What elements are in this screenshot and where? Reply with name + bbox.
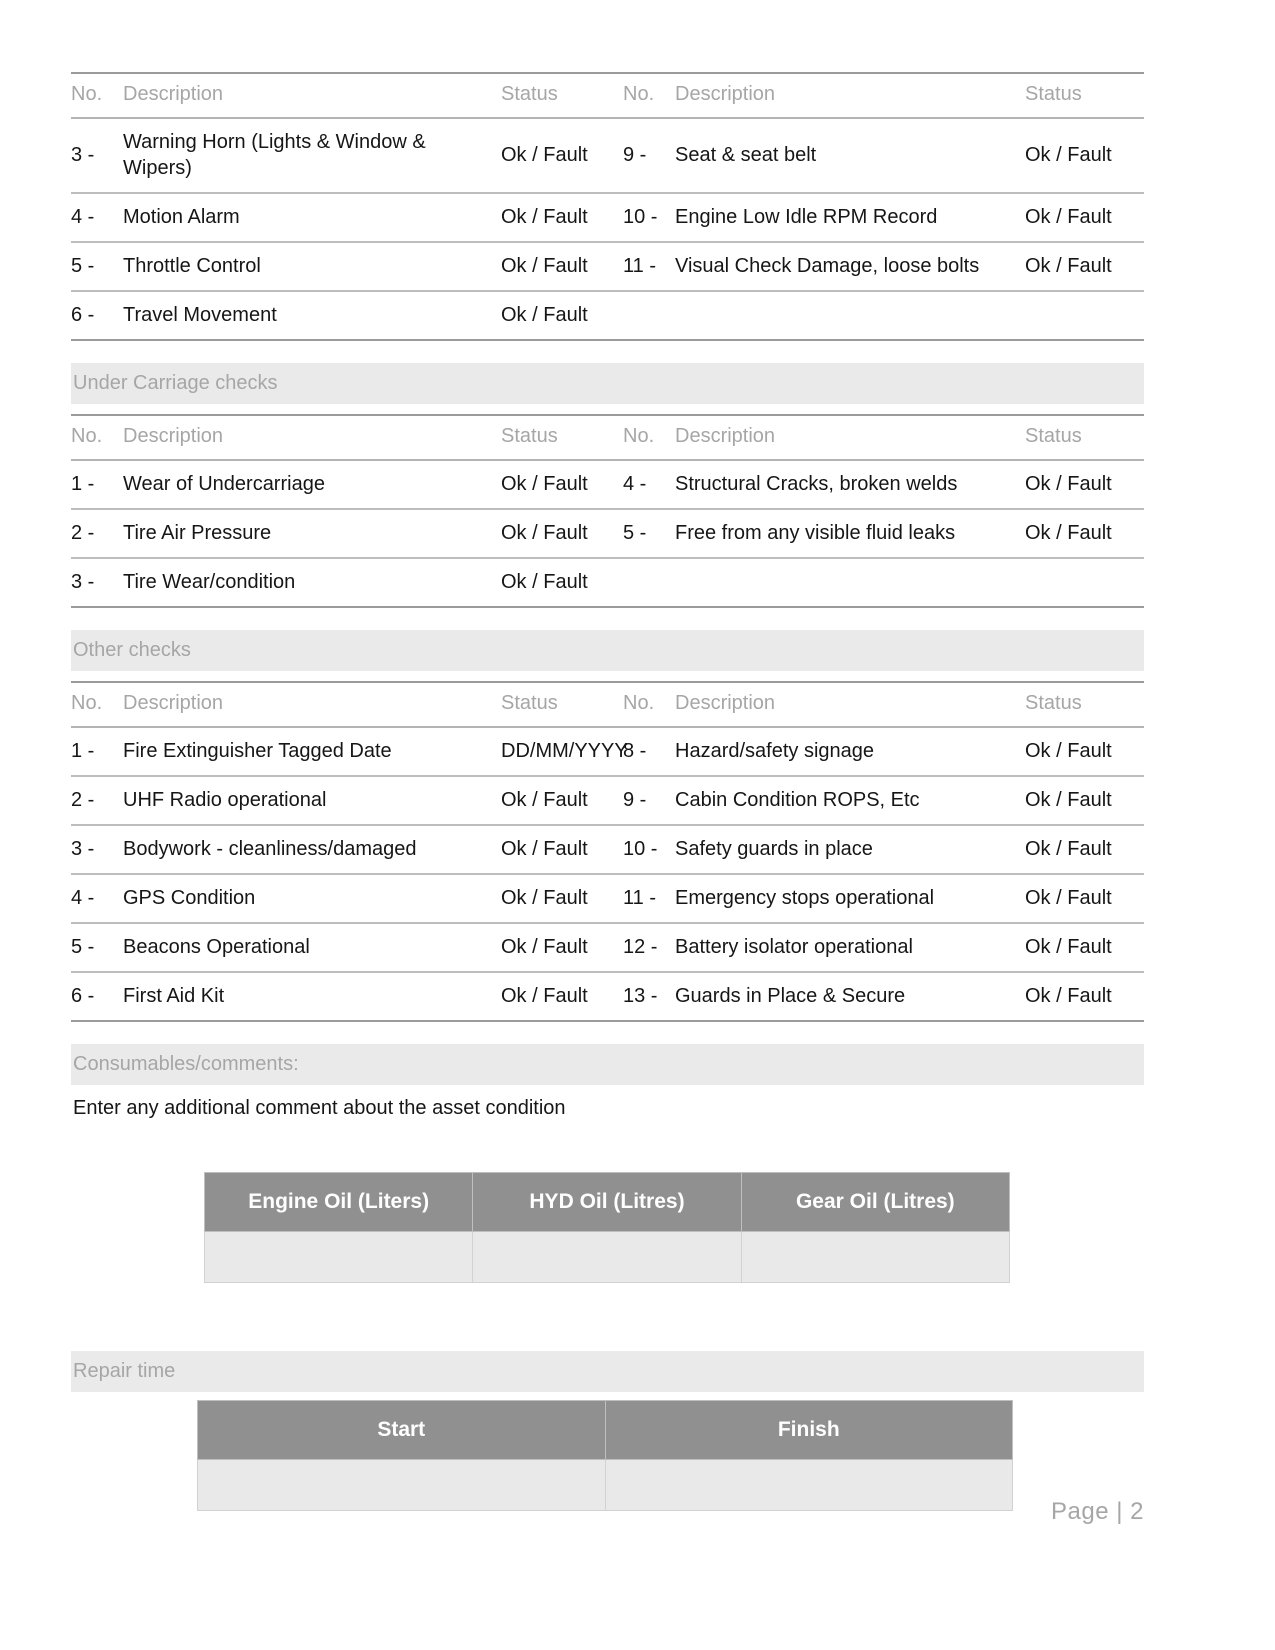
row-status-left[interactable]: Ok / Fault (501, 460, 623, 509)
table-row (71, 118, 1144, 193)
row-no-right: 13 - (623, 972, 675, 1021)
row-desc-left: UHF Radio operational (123, 776, 501, 825)
row-status-right[interactable]: Ok / Fault (1025, 727, 1144, 776)
row-status-right[interactable]: Ok / Fault (1025, 825, 1144, 874)
section-bar-repair-time: Repair time (71, 1351, 1144, 1392)
col-header-no-left: No. (71, 682, 123, 727)
repair-header-finish: Finish (605, 1401, 1013, 1460)
row-desc-right: Seat & seat belt (675, 118, 1025, 193)
row-status-left[interactable]: Ok / Fault (501, 193, 623, 242)
table-row (71, 242, 1144, 291)
col-header-status-left: Status (501, 415, 623, 460)
oil-quantities-table (204, 1172, 1010, 1283)
col-header-desc-right: Description (675, 682, 1025, 727)
row-status-left[interactable]: Ok / Fault (501, 874, 623, 923)
col-header-desc-left: Description (123, 682, 501, 727)
row-no-left: 6 - (71, 291, 123, 340)
row-no-right: 4 - (623, 460, 675, 509)
row-no-right: 9 - (623, 776, 675, 825)
row-desc-right: Cabin Condition ROPS, Etc (675, 776, 1025, 825)
row-desc-right: Visual Check Damage, loose bolts (675, 242, 1025, 291)
row-desc-left: Bodywork - cleanliness/damaged (123, 825, 501, 874)
row-status-left[interactable]: Ok / Fault (501, 972, 623, 1021)
repair-table-wrapper (71, 1400, 1144, 1511)
row-no-left: 3 - (71, 118, 123, 193)
row-no-right (623, 291, 675, 340)
row-desc-right: Engine Low Idle RPM Record (675, 193, 1025, 242)
spacer (71, 404, 1144, 414)
oil-table-header-row (205, 1173, 1010, 1232)
row-desc-left: Wear of Undercarriage (123, 460, 501, 509)
page-footer: Page | 2 (1051, 1498, 1144, 1525)
row-no-left: 4 - (71, 193, 123, 242)
repair-value-start[interactable] (198, 1460, 606, 1511)
row-status-left[interactable]: DD/MM/YYYY (501, 727, 623, 776)
row-status-left[interactable]: Ok / Fault (501, 118, 623, 193)
table-row (71, 825, 1144, 874)
row-desc-right (675, 291, 1025, 340)
row-desc-right: Safety guards in place (675, 825, 1025, 874)
row-status-right[interactable] (1025, 558, 1144, 607)
row-no-right: 10 - (623, 825, 675, 874)
table-row (71, 874, 1144, 923)
row-desc-left: Warning Horn (Lights & Window & Wipers) (123, 118, 501, 193)
row-no-right: 9 - (623, 118, 675, 193)
row-status-right[interactable]: Ok / Fault (1025, 118, 1144, 193)
table-row (71, 291, 1144, 340)
table-row (71, 972, 1144, 1021)
col-header-status-left: Status (501, 682, 623, 727)
row-desc-left: Tire Air Pressure (123, 509, 501, 558)
row-no-right: 12 - (623, 923, 675, 972)
repair-header-start: Start (198, 1401, 606, 1460)
oil-header-hyd: HYD Oil (Litres) (473, 1173, 741, 1232)
table-row (71, 727, 1144, 776)
table-row (71, 509, 1144, 558)
section-bar-under-carriage: Under Carriage checks (71, 363, 1144, 404)
col-header-no-right: No. (623, 73, 675, 118)
row-desc-right: Emergency stops operational (675, 874, 1025, 923)
row-no-right: 5 - (623, 509, 675, 558)
page-content (71, 72, 1144, 1511)
oil-value-engine[interactable] (205, 1232, 473, 1283)
spacer (71, 671, 1144, 681)
col-header-status-right: Status (1025, 682, 1144, 727)
col-header-no-right: No. (623, 682, 675, 727)
row-desc-left: Motion Alarm (123, 193, 501, 242)
checklist-table-other-checks (71, 681, 1144, 1022)
row-status-right[interactable]: Ok / Fault (1025, 923, 1144, 972)
row-desc-left: Throttle Control (123, 242, 501, 291)
row-status-right[interactable] (1025, 291, 1144, 340)
row-desc-right: Battery isolator operational (675, 923, 1025, 972)
table-row (71, 923, 1144, 972)
col-header-no-left: No. (71, 415, 123, 460)
table-row (71, 193, 1144, 242)
row-status-right[interactable]: Ok / Fault (1025, 193, 1144, 242)
table-header-row (71, 73, 1144, 118)
col-header-desc-left: Description (123, 73, 501, 118)
row-no-left: 3 - (71, 825, 123, 874)
row-no-left: 1 - (71, 460, 123, 509)
col-header-desc-left: Description (123, 415, 501, 460)
row-status-left[interactable]: Ok / Fault (501, 825, 623, 874)
table-row (71, 558, 1144, 607)
repair-value-finish[interactable] (605, 1460, 1013, 1511)
row-desc-left: Beacons Operational (123, 923, 501, 972)
row-status-left[interactable]: Ok / Fault (501, 509, 623, 558)
oil-value-gear[interactable] (741, 1232, 1009, 1283)
row-status-left[interactable]: Ok / Fault (501, 558, 623, 607)
section-bar-consumables: Consumables/comments: (71, 1044, 1144, 1085)
row-no-right: 10 - (623, 193, 675, 242)
col-header-status-left: Status (501, 73, 623, 118)
row-desc-left: GPS Condition (123, 874, 501, 923)
row-desc-right: Free from any visible fluid leaks (675, 509, 1025, 558)
comment-prompt[interactable]: Enter any additional comment about the asset condition (73, 1097, 566, 1119)
col-header-desc-right: Description (675, 415, 1025, 460)
oil-value-hyd[interactable] (473, 1232, 741, 1283)
oil-table-wrapper (71, 1172, 1144, 1283)
row-desc-right (675, 558, 1025, 607)
row-status-right[interactable]: Ok / Fault (1025, 776, 1144, 825)
checklist-table-operational (71, 72, 1144, 341)
row-status-left[interactable]: Ok / Fault (501, 923, 623, 972)
row-desc-left: Fire Extinguisher Tagged Date (123, 727, 501, 776)
row-no-left: 2 - (71, 776, 123, 825)
row-status-right[interactable]: Ok / Fault (1025, 874, 1144, 923)
row-status-right[interactable]: Ok / Fault (1025, 242, 1144, 291)
row-no-left: 4 - (71, 874, 123, 923)
row-desc-right: Hazard/safety signage (675, 727, 1025, 776)
row-no-left: 6 - (71, 972, 123, 1021)
row-desc-right: Guards in Place & Secure (675, 972, 1025, 1021)
repair-time-table (197, 1400, 1013, 1511)
row-no-right: 11 - (623, 242, 675, 291)
row-no-right (623, 558, 675, 607)
oil-table-value-row (205, 1232, 1010, 1283)
row-no-left: 1 - (71, 727, 123, 776)
row-desc-left: Tire Wear/condition (123, 558, 501, 607)
table-header-row (71, 682, 1144, 727)
row-status-left[interactable]: Ok / Fault (501, 291, 623, 340)
col-header-desc-right: Description (675, 73, 1025, 118)
table-row (71, 460, 1144, 509)
row-no-left: 2 - (71, 509, 123, 558)
col-header-no-left: No. (71, 73, 123, 118)
checklist-table-under-carriage (71, 414, 1144, 608)
repair-table-header-row (198, 1401, 1013, 1460)
row-status-right[interactable]: Ok / Fault (1025, 509, 1144, 558)
row-desc-left: First Aid Kit (123, 972, 501, 1021)
col-header-status-right: Status (1025, 73, 1144, 118)
repair-table-value-row (198, 1460, 1013, 1511)
row-desc-left: Travel Movement (123, 291, 501, 340)
row-desc-right: Structural Cracks, broken welds (675, 460, 1025, 509)
repair-time-section (71, 1351, 1144, 1511)
row-status-right[interactable]: Ok / Fault (1025, 972, 1144, 1021)
row-status-left[interactable]: Ok / Fault (501, 776, 623, 825)
table-header-row (71, 415, 1144, 460)
row-status-left[interactable]: Ok / Fault (501, 242, 623, 291)
row-status-right[interactable]: Ok / Fault (1025, 460, 1144, 509)
row-no-left: 3 - (71, 558, 123, 607)
oil-header-engine: Engine Oil (Liters) (205, 1173, 473, 1232)
row-no-right: 11 - (623, 874, 675, 923)
row-no-left: 5 - (71, 923, 123, 972)
col-header-no-right: No. (623, 415, 675, 460)
row-no-right: 8 - (623, 727, 675, 776)
col-header-status-right: Status (1025, 415, 1144, 460)
oil-header-gear: Gear Oil (Litres) (741, 1173, 1009, 1232)
section-bar-other-checks: Other checks (71, 630, 1144, 671)
row-no-left: 5 - (71, 242, 123, 291)
table-row (71, 776, 1144, 825)
